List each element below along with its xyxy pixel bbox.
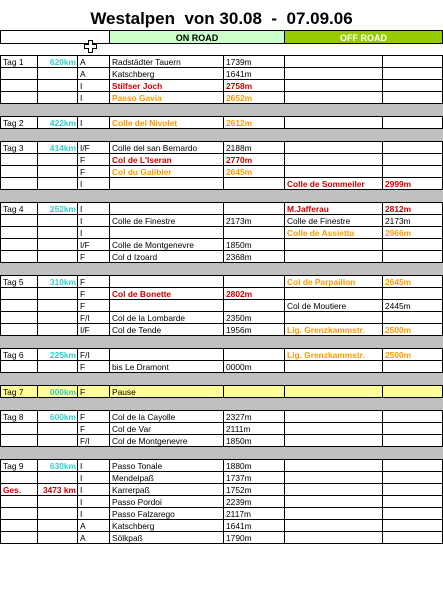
off-road-altitude-cell[interactable]: [383, 532, 443, 543]
on-road-pass-cell[interactable]: Col de Tende: [110, 324, 224, 335]
table-row: [0, 386, 443, 398]
table-row: [0, 496, 443, 508]
mode-cell[interactable]: F: [78, 154, 110, 165]
distance-cell[interactable]: [38, 166, 78, 177]
table-row: [0, 460, 443, 472]
day-cell[interactable]: Tag 7: [0, 386, 38, 397]
mode-cell[interactable]: F: [78, 288, 110, 299]
on-road-pass-cell[interactable]: [110, 300, 224, 311]
off-road-altitude-cell[interactable]: [383, 423, 443, 434]
off-road-pass-cell[interactable]: [285, 166, 383, 177]
table-row: [0, 508, 443, 520]
on-road-pass-cell[interactable]: Katschberg: [110, 520, 224, 531]
off-road-altitude-cell[interactable]: 2445m: [383, 300, 443, 311]
distance-cell[interactable]: [38, 68, 78, 79]
distance-cell[interactable]: [38, 215, 78, 226]
separator-row: [0, 373, 443, 386]
table-row: [0, 288, 443, 300]
on-road-pass-cell[interactable]: [110, 227, 224, 238]
off-road-altitude-cell[interactable]: [383, 288, 443, 299]
on-road-pass-cell[interactable]: [110, 178, 224, 189]
mode-cell[interactable]: I: [78, 92, 110, 103]
table-row: [0, 239, 443, 251]
spreadsheet-grid: [0, 44, 443, 544]
off-road-altitude-cell[interactable]: 2999m: [383, 178, 443, 189]
on-road-altitude-cell[interactable]: 2652m: [224, 92, 285, 103]
off-road-altitude-cell[interactable]: [383, 520, 443, 531]
on-road-altitude-cell[interactable]: 2645m: [224, 166, 285, 177]
separator-row: [0, 336, 443, 349]
off-road-pass-cell[interactable]: [285, 472, 383, 483]
distance-cell[interactable]: 630km: [38, 460, 78, 471]
distance-cell[interactable]: [38, 288, 78, 299]
table-row: [0, 117, 443, 129]
on-road-altitude-cell[interactable]: [224, 386, 285, 397]
mode-cell[interactable]: I: [78, 460, 110, 471]
mode-cell[interactable]: A: [78, 68, 110, 79]
distance-cell[interactable]: 252km: [38, 203, 78, 214]
off-road-pass-cell[interactable]: [285, 312, 383, 323]
day-cell[interactable]: [0, 80, 38, 91]
off-road-pass-cell[interactable]: Lig. Grenzkammstr.: [285, 324, 383, 335]
table-row: [0, 154, 443, 166]
distance-cell[interactable]: [38, 423, 78, 434]
off-road-pass-cell[interactable]: [285, 411, 383, 422]
mode-cell[interactable]: F: [78, 276, 110, 287]
on-road-pass-cell[interactable]: Mendelpaß: [110, 472, 224, 483]
day-cell[interactable]: [0, 361, 38, 372]
table-row: [0, 251, 443, 263]
off-road-altitude-cell[interactable]: [383, 435, 443, 446]
on-road-altitude-cell[interactable]: [224, 276, 285, 287]
day-cell[interactable]: Tag 6: [0, 349, 38, 360]
off-road-pass-cell[interactable]: [285, 532, 383, 543]
on-road-altitude-cell[interactable]: 1739m: [224, 56, 285, 67]
day-cell[interactable]: [0, 288, 38, 299]
on-road-pass-cell[interactable]: Stilfser Joch: [110, 80, 224, 91]
table-row: [0, 215, 443, 227]
mode-cell[interactable]: I: [78, 227, 110, 238]
on-road-pass-cell[interactable]: Col du Galibier: [110, 166, 224, 177]
on-road-pass-cell[interactable]: Pause: [110, 386, 224, 397]
mode-cell[interactable]: I: [78, 472, 110, 483]
on-road-pass-cell[interactable]: Passo Gavia: [110, 92, 224, 103]
distance-cell[interactable]: [38, 361, 78, 372]
distance-cell[interactable]: [38, 251, 78, 262]
on-road-pass-cell[interactable]: Passo Pordoi: [110, 496, 224, 507]
on-road-altitude-cell[interactable]: [224, 227, 285, 238]
on-road-altitude-cell[interactable]: 1752m: [224, 484, 285, 495]
off-road-pass-cell[interactable]: [285, 68, 383, 79]
on-road-pass-cell[interactable]: Passo Tonale: [110, 460, 224, 471]
on-road-pass-cell[interactable]: Radstädter Tauern: [110, 56, 224, 67]
off-road-pass-cell[interactable]: Col de Parpaillon: [285, 276, 383, 287]
day-cell[interactable]: [0, 324, 38, 335]
distance-cell[interactable]: [38, 300, 78, 311]
on-road-pass-cell[interactable]: Col de Bonette: [110, 288, 224, 299]
table-row: [0, 411, 443, 423]
mode-cell[interactable]: F/I: [78, 435, 110, 446]
mode-cell[interactable]: I: [78, 203, 110, 214]
off-road-pass-cell[interactable]: [285, 117, 383, 128]
on-road-pass-cell[interactable]: Karrerpaß: [110, 484, 224, 495]
off-road-altitude-cell[interactable]: [383, 166, 443, 177]
off-road-altitude-cell[interactable]: [383, 386, 443, 397]
off-road-pass-cell[interactable]: Colle de Finestre: [285, 215, 383, 226]
day-cell[interactable]: [0, 435, 38, 446]
mode-cell[interactable]: A: [78, 520, 110, 531]
day-cell[interactable]: Ges.: [0, 484, 38, 495]
off-road-pass-cell[interactable]: [285, 484, 383, 495]
day-cell[interactable]: [0, 312, 38, 323]
on-road-altitude-cell[interactable]: [224, 349, 285, 360]
distance-cell[interactable]: [38, 312, 78, 323]
on-road-pass-cell[interactable]: Col d Izoard: [110, 251, 224, 262]
table-row: [0, 361, 443, 373]
on-road-pass-cell[interactable]: Colle del san Bernardo: [110, 142, 224, 153]
distance-cell[interactable]: [38, 80, 78, 91]
on-road-altitude-cell[interactable]: 2350m: [224, 312, 285, 323]
on-road-pass-cell[interactable]: [110, 203, 224, 214]
on-road-altitude-cell[interactable]: 1880m: [224, 460, 285, 471]
on-road-altitude-cell[interactable]: 1850m: [224, 435, 285, 446]
off-road-pass-cell[interactable]: [285, 386, 383, 397]
off-road-pass-cell[interactable]: [285, 508, 383, 519]
off-road-altitude-cell[interactable]: [383, 312, 443, 323]
on-road-altitude-cell[interactable]: [224, 178, 285, 189]
mode-cell[interactable]: I: [78, 508, 110, 519]
off-road-altitude-cell[interactable]: 2173m: [383, 215, 443, 226]
header-off-road[interactable]: OFF ROAD: [285, 30, 443, 44]
off-road-altitude-cell[interactable]: [383, 361, 443, 372]
day-cell[interactable]: [0, 423, 38, 434]
table-row: [0, 227, 443, 239]
on-road-altitude-cell[interactable]: 2239m: [224, 496, 285, 507]
on-road-pass-cell[interactable]: Col de la Lombarde: [110, 312, 224, 323]
on-road-altitude-cell[interactable]: 2802m: [224, 288, 285, 299]
mode-cell[interactable]: I: [78, 496, 110, 507]
off-road-pass-cell[interactable]: [285, 460, 383, 471]
on-road-pass-cell[interactable]: Col de la Cayolle: [110, 411, 224, 422]
day-cell[interactable]: [0, 178, 38, 189]
mode-cell[interactable]: A: [78, 532, 110, 543]
day-cell[interactable]: Tag 9: [0, 460, 38, 471]
mode-cell[interactable]: I: [78, 80, 110, 91]
distance-cell[interactable]: 414km: [38, 142, 78, 153]
off-road-altitude-cell[interactable]: [383, 56, 443, 67]
header-on-road[interactable]: ON ROAD: [110, 30, 285, 44]
day-cell[interactable]: [0, 68, 38, 79]
off-road-altitude-cell[interactable]: [383, 460, 443, 471]
on-road-altitude-cell[interactable]: 2173m: [224, 215, 285, 226]
mode-cell[interactable]: I: [78, 178, 110, 189]
on-road-altitude-cell[interactable]: [224, 300, 285, 311]
off-road-pass-cell[interactable]: Colle de Assietta: [285, 227, 383, 238]
page-title: Westalpen von 30.08 - 07.09.06: [90, 9, 353, 28]
day-cell[interactable]: [0, 251, 38, 262]
day-cell[interactable]: [0, 92, 38, 103]
mode-cell[interactable]: F: [78, 251, 110, 262]
day-cell[interactable]: [0, 227, 38, 238]
off-road-pass-cell[interactable]: Lig. Grenzkammstr.: [285, 349, 383, 360]
separator-row: [0, 263, 443, 276]
on-road-altitude-cell[interactable]: 1641m: [224, 520, 285, 531]
separator-row: [0, 190, 443, 203]
on-road-pass-cell[interactable]: Col de L'Iseran: [110, 154, 224, 165]
distance-cell[interactable]: 225km: [38, 349, 78, 360]
mode-cell[interactable]: A: [78, 56, 110, 67]
off-road-pass-cell[interactable]: [285, 154, 383, 165]
day-cell[interactable]: Tag 8: [0, 411, 38, 422]
table-row: [0, 203, 443, 215]
on-road-altitude-cell[interactable]: 2188m: [224, 142, 285, 153]
empty-row: [0, 44, 443, 56]
mode-cell[interactable]: F/I: [78, 349, 110, 360]
off-road-altitude-cell[interactable]: [383, 496, 443, 507]
mode-cell[interactable]: I: [78, 484, 110, 495]
distance-cell[interactable]: [38, 520, 78, 531]
distance-cell[interactable]: [38, 227, 78, 238]
on-road-altitude-cell[interactable]: 1737m: [224, 472, 285, 483]
off-road-altitude-cell[interactable]: [383, 92, 443, 103]
table-row: [0, 276, 443, 288]
on-road-altitude-cell[interactable]: [224, 203, 285, 214]
distance-cell[interactable]: [38, 435, 78, 446]
day-cell[interactable]: [0, 532, 38, 543]
on-road-altitude-cell[interactable]: 1641m: [224, 68, 285, 79]
off-road-altitude-cell[interactable]: [383, 142, 443, 153]
on-road-pass-cell[interactable]: bis Le Dramont: [110, 361, 224, 372]
table-row: [0, 349, 443, 361]
distance-cell[interactable]: [38, 178, 78, 189]
mode-cell[interactable]: I/F: [78, 142, 110, 153]
distance-cell[interactable]: [38, 496, 78, 507]
off-road-pass-cell[interactable]: [285, 423, 383, 434]
day-cell[interactable]: Tag 3: [0, 142, 38, 153]
distance-cell[interactable]: [38, 508, 78, 519]
day-cell[interactable]: [0, 154, 38, 165]
on-road-altitude-cell[interactable]: 2770m: [224, 154, 285, 165]
on-road-altitude-cell[interactable]: 2758m: [224, 80, 285, 91]
on-road-pass-cell[interactable]: Col de Montgenevre: [110, 435, 224, 446]
on-road-pass-cell[interactable]: Col de Var: [110, 423, 224, 434]
off-road-altitude-cell[interactable]: 2645m: [383, 276, 443, 287]
table-row: [0, 80, 443, 92]
on-road-altitude-cell[interactable]: 2368m: [224, 251, 285, 262]
table-row: [0, 300, 443, 312]
off-road-pass-cell[interactable]: [285, 496, 383, 507]
off-road-pass-cell[interactable]: [285, 56, 383, 67]
on-road-pass-cell[interactable]: Colle de Finestre: [110, 215, 224, 226]
off-road-altitude-cell[interactable]: [383, 411, 443, 422]
mode-cell[interactable]: I/F: [78, 239, 110, 250]
off-road-pass-cell[interactable]: [285, 251, 383, 262]
off-road-altitude-cell[interactable]: 2500m: [383, 324, 443, 335]
table-row: [0, 324, 443, 336]
off-road-altitude-cell[interactable]: [383, 508, 443, 519]
day-cell[interactable]: Tag 5: [0, 276, 38, 287]
off-road-pass-cell[interactable]: Colle de Sommeiler: [285, 178, 383, 189]
on-road-pass-cell[interactable]: Katschberg: [110, 68, 224, 79]
table-row: [0, 472, 443, 484]
table-row: [0, 56, 443, 68]
on-road-altitude-cell[interactable]: 2327m: [224, 411, 285, 422]
off-road-pass-cell[interactable]: [285, 80, 383, 91]
off-road-pass-cell[interactable]: Col de Moutiere: [285, 300, 383, 311]
table-row: [0, 142, 443, 154]
separator-row: [0, 129, 443, 142]
on-road-altitude-cell[interactable]: 2612m: [224, 117, 285, 128]
day-cell[interactable]: [0, 166, 38, 177]
distance-cell[interactable]: [38, 92, 78, 103]
on-road-pass-cell[interactable]: Colle del Nivolet: [110, 117, 224, 128]
day-cell[interactable]: [0, 520, 38, 531]
on-road-altitude-cell[interactable]: 2111m: [224, 423, 285, 434]
off-road-altitude-cell[interactable]: [383, 154, 443, 165]
day-cell[interactable]: [0, 508, 38, 519]
mode-cell[interactable]: F: [78, 423, 110, 434]
off-road-pass-cell[interactable]: [285, 435, 383, 446]
table-row: [0, 423, 443, 435]
day-cell[interactable]: Tag 1: [0, 56, 38, 67]
distance-cell[interactable]: [38, 239, 78, 250]
distance-cell[interactable]: 000km: [38, 386, 78, 397]
table-row: [0, 166, 443, 178]
distance-cell[interactable]: 3473 km: [38, 484, 78, 495]
table-row: [0, 532, 443, 544]
mode-cell[interactable]: F: [78, 166, 110, 177]
on-road-altitude-cell[interactable]: 1790m: [224, 532, 285, 543]
mode-cell[interactable]: I/F: [78, 324, 110, 335]
table-row: [0, 520, 443, 532]
day-cell[interactable]: Tag 2: [0, 117, 38, 128]
table-row: [0, 484, 443, 496]
separator-row: [0, 104, 443, 117]
separator-row: [0, 398, 443, 411]
off-road-altitude-cell[interactable]: [383, 80, 443, 91]
on-road-pass-cell[interactable]: [110, 349, 224, 360]
table-row: [0, 178, 443, 190]
on-road-altitude-cell[interactable]: 0000m: [224, 361, 285, 372]
distance-cell[interactable]: [38, 532, 78, 543]
off-road-altitude-cell[interactable]: 2966m: [383, 227, 443, 238]
mode-cell[interactable]: F: [78, 361, 110, 372]
off-road-altitude-cell[interactable]: [383, 117, 443, 128]
separator-row: [0, 447, 443, 460]
day-cell[interactable]: [0, 215, 38, 226]
distance-cell[interactable]: 422km: [38, 117, 78, 128]
day-cell[interactable]: [0, 472, 38, 483]
on-road-pass-cell[interactable]: [110, 276, 224, 287]
off-road-pass-cell[interactable]: [285, 361, 383, 372]
mode-cell[interactable]: F: [78, 300, 110, 311]
off-road-pass-cell[interactable]: [285, 288, 383, 299]
distance-cell[interactable]: [38, 324, 78, 335]
on-road-pass-cell[interactable]: Passo Falzarego: [110, 508, 224, 519]
day-cell[interactable]: Tag 4: [0, 203, 38, 214]
off-road-pass-cell[interactable]: [285, 92, 383, 103]
off-road-pass-cell[interactable]: [285, 520, 383, 531]
off-road-pass-cell[interactable]: M.Jafferau: [285, 203, 383, 214]
mode-cell[interactable]: F: [78, 411, 110, 422]
day-cell[interactable]: [0, 496, 38, 507]
mode-cell[interactable]: I: [78, 215, 110, 226]
on-road-altitude-cell[interactable]: 1956m: [224, 324, 285, 335]
mode-cell[interactable]: F/I: [78, 312, 110, 323]
distance-cell[interactable]: 600km: [38, 411, 78, 422]
on-road-altitude-cell[interactable]: 1850m: [224, 239, 285, 250]
table-row: [0, 68, 443, 80]
day-cell[interactable]: [0, 239, 38, 250]
on-road-pass-cell[interactable]: Colle de Montgenevre: [110, 239, 224, 250]
distance-cell[interactable]: [38, 472, 78, 483]
distance-cell[interactable]: 620km: [38, 56, 78, 67]
off-road-pass-cell[interactable]: [285, 142, 383, 153]
table-row: [0, 435, 443, 447]
off-road-altitude-cell[interactable]: 2812m: [383, 203, 443, 214]
off-road-altitude-cell[interactable]: [383, 251, 443, 262]
mode-cell[interactable]: F: [78, 386, 110, 397]
distance-cell[interactable]: 310km: [38, 276, 78, 287]
distance-cell[interactable]: [38, 154, 78, 165]
off-road-altitude-cell[interactable]: [383, 472, 443, 483]
on-road-altitude-cell[interactable]: 2117m: [224, 508, 285, 519]
off-road-altitude-cell[interactable]: [383, 239, 443, 250]
on-road-pass-cell[interactable]: Sölkpaß: [110, 532, 224, 543]
off-road-altitude-cell[interactable]: 2500m: [383, 349, 443, 360]
off-road-altitude-cell[interactable]: [383, 68, 443, 79]
mode-cell[interactable]: I: [78, 117, 110, 128]
day-cell[interactable]: [0, 300, 38, 311]
off-road-pass-cell[interactable]: [285, 239, 383, 250]
off-road-altitude-cell[interactable]: [383, 484, 443, 495]
table-row: [0, 92, 443, 104]
table-row: [0, 312, 443, 324]
